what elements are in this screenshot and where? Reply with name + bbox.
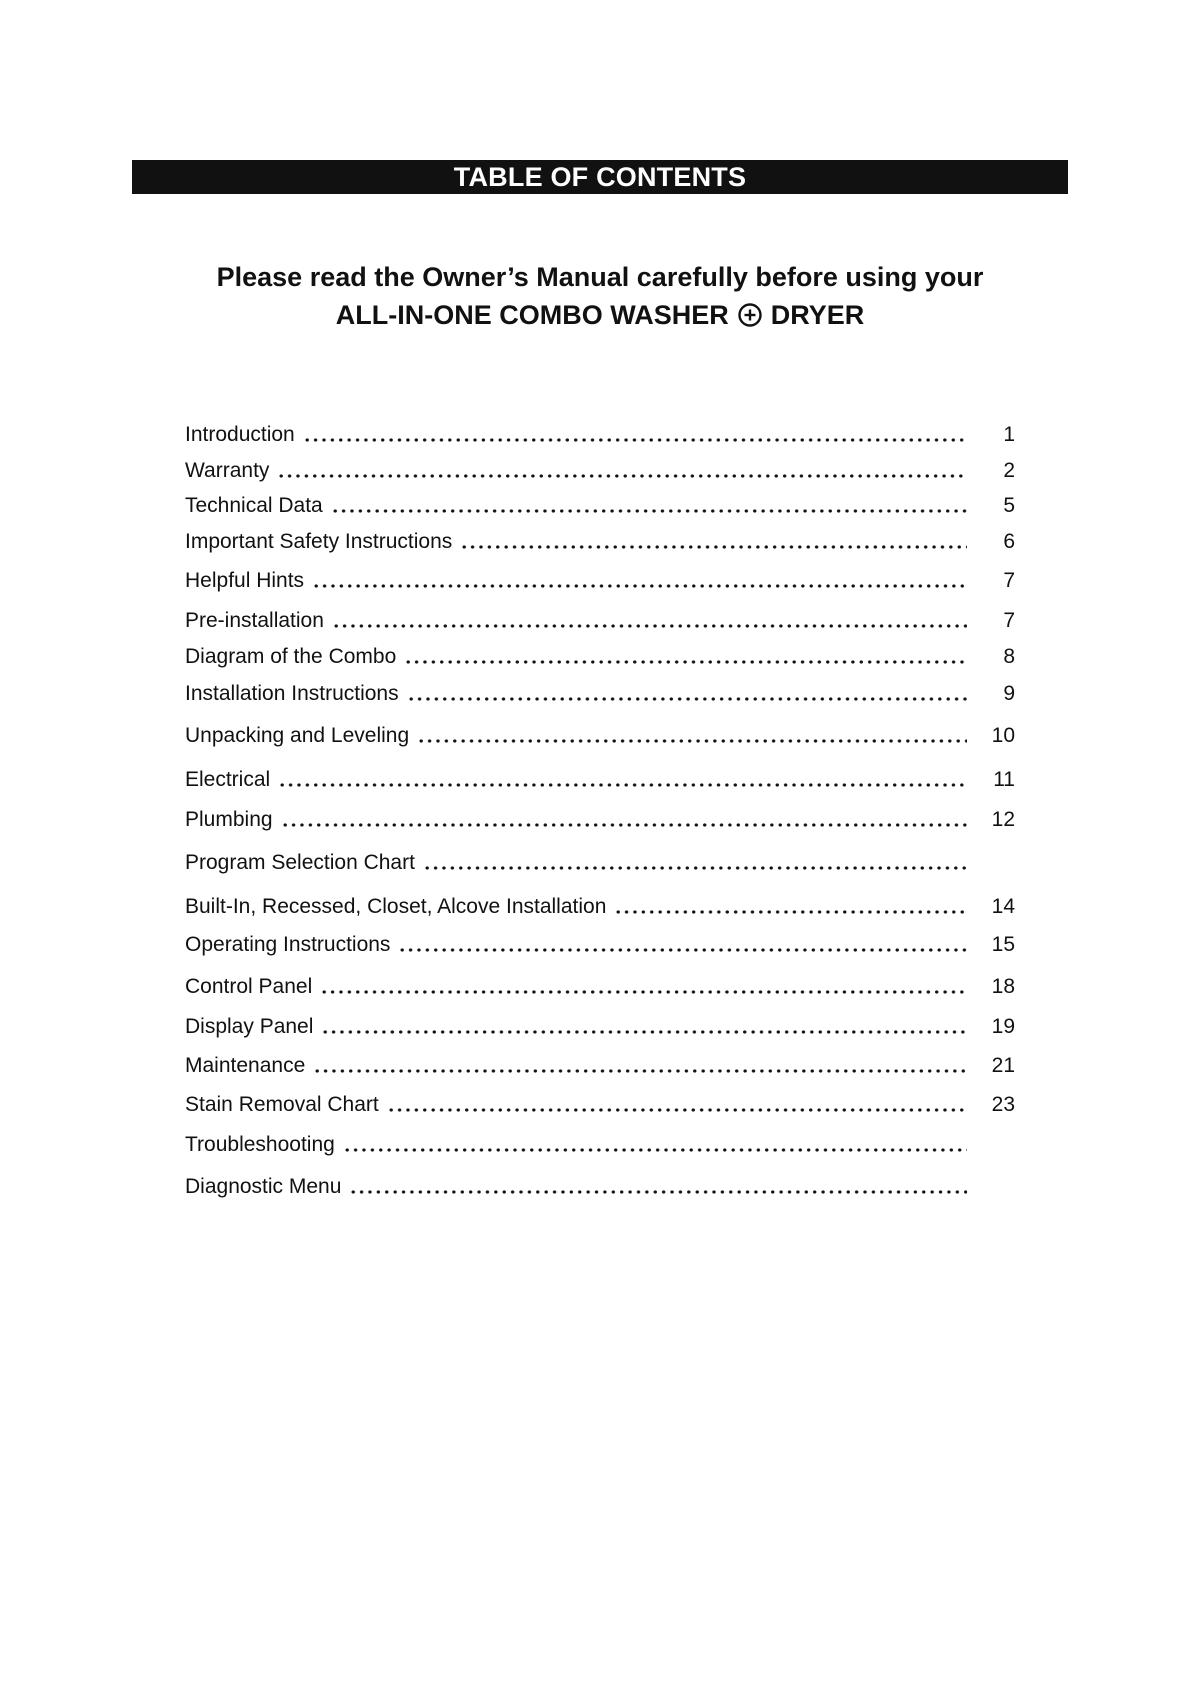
- toc-entry-title: Troubleshooting: [185, 1133, 335, 1156]
- toc-entry[interactable]: [185, 1012, 1015, 1042]
- toc-entry-page: 12: [991, 808, 1015, 831]
- toc-entry-title: Control Panel: [185, 975, 313, 998]
- toc-dot-leader: [278, 783, 967, 787]
- toc-entry-page: 11: [993, 768, 1015, 791]
- toc-header-bar: [132, 160, 1068, 194]
- toc-entry-title: Pre-installation: [185, 609, 324, 632]
- toc-entry[interactable]: [185, 892, 1015, 922]
- toc-entry-title: Introduction: [185, 423, 295, 446]
- toc-dot-leader: [423, 866, 967, 870]
- toc-entry[interactable]: [185, 972, 1015, 1002]
- toc-dot-leader: [387, 1108, 967, 1112]
- toc-dot-leader: [320, 990, 967, 994]
- toc-dot-leader: [407, 697, 967, 701]
- toc-entry-page: 7: [1003, 569, 1015, 592]
- toc-dot-leader: [332, 624, 967, 628]
- toc-dot-leader: [398, 948, 967, 952]
- toc-entry-title: Plumbing: [185, 808, 273, 831]
- toc-entry-title: Maintenance: [185, 1054, 306, 1077]
- toc-entry[interactable]: [185, 1051, 1015, 1081]
- toc-entry[interactable]: [185, 930, 1015, 960]
- toc-entry[interactable]: [185, 527, 1015, 557]
- toc-dot-leader: [417, 739, 967, 743]
- toc-entry[interactable]: [185, 566, 1015, 596]
- toc-entry[interactable]: [185, 721, 1015, 751]
- toc-entry-page: 21: [991, 1054, 1015, 1077]
- toc-dot-leader: [404, 660, 967, 664]
- toc-entry-title: Warranty: [185, 459, 270, 482]
- toc-entry[interactable]: [185, 1172, 1015, 1202]
- toc-entry-page: 14: [991, 895, 1015, 918]
- toc-entry[interactable]: [185, 805, 1015, 835]
- toc-entry[interactable]: [185, 765, 1015, 795]
- intro-line-2-dryer: DRYER: [770, 300, 865, 330]
- toc-entry-title: Diagram of the Combo: [185, 645, 397, 668]
- toc-entry-page: 10: [991, 724, 1015, 747]
- toc-entry[interactable]: [185, 642, 1015, 672]
- toc-entry-title: Installation Instructions: [185, 682, 399, 705]
- toc-entry[interactable]: [185, 606, 1015, 636]
- toc-entry[interactable]: [185, 848, 1015, 878]
- toc-dot-leader: [614, 910, 967, 914]
- toc-entry[interactable]: [185, 679, 1015, 709]
- toc-entry-page: 9: [1003, 682, 1015, 705]
- toc-entry-page: 19: [991, 1015, 1015, 1038]
- toc-entry[interactable]: [185, 1130, 1015, 1160]
- intro-heading: [132, 258, 1068, 334]
- toc-entry-page: 7: [1003, 609, 1015, 632]
- intro-line-2: [336, 296, 865, 334]
- toc-entry-page: 2: [1003, 459, 1015, 482]
- toc-dot-leader: [321, 1030, 967, 1034]
- toc-dot-leader: [331, 509, 967, 513]
- toc-entry-page: 15: [991, 933, 1015, 956]
- intro-line-2-product: ALL-IN-ONE COMBO WASHER: [335, 300, 729, 330]
- toc-entry-page: 5: [1003, 494, 1015, 517]
- toc-entry-title: Unpacking and Leveling: [185, 724, 410, 747]
- intro-line-1: Please read the Owner’s Manual carefully before using your: [216, 262, 984, 292]
- toc-entry[interactable]: [185, 1090, 1015, 1120]
- toc-entry-title: Display Panel: [185, 1015, 314, 1038]
- toc-dot-leader: [277, 474, 967, 478]
- toc-entry-page: 6: [1003, 530, 1015, 553]
- toc-entry[interactable]: [185, 420, 1015, 450]
- toc-entry-title: Built-In, Recessed, Closet, Alcove Installation: [185, 895, 607, 918]
- toc-dot-leader: [312, 584, 967, 588]
- toc-dot-leader: [460, 545, 967, 549]
- toc-header-title: TABLE OF CONTENTS: [453, 161, 747, 192]
- toc-dot-leader: [281, 823, 967, 827]
- toc-dot-leader: [303, 438, 967, 442]
- toc-dot-leader: [343, 1148, 967, 1152]
- toc-entry-title: Electrical: [185, 768, 271, 791]
- toc-entry-title: Diagnostic Menu: [185, 1175, 342, 1198]
- toc-entry-page: 23: [991, 1093, 1015, 1116]
- toc-entry-title: Stain Removal Chart: [185, 1093, 379, 1116]
- toc-dot-leader: [313, 1069, 967, 1073]
- toc-entry-title: Technical Data: [185, 494, 323, 517]
- toc-entry-title: Helpful Hints: [185, 569, 305, 592]
- toc-entry[interactable]: [185, 491, 1015, 521]
- toc-dot-leader: [349, 1190, 967, 1194]
- toc-entry-title: Important Safety Instructions: [185, 530, 453, 553]
- circle-plus-icon: [737, 302, 763, 328]
- toc-entry-page: 1: [1003, 423, 1015, 446]
- toc-entry[interactable]: [185, 456, 1015, 486]
- toc-entry-title: Program Selection Chart: [185, 851, 415, 874]
- toc-entry-title: Operating Instructions: [185, 933, 391, 956]
- toc-entry-page: 18: [991, 975, 1015, 998]
- toc-entry-page: 8: [1003, 645, 1015, 668]
